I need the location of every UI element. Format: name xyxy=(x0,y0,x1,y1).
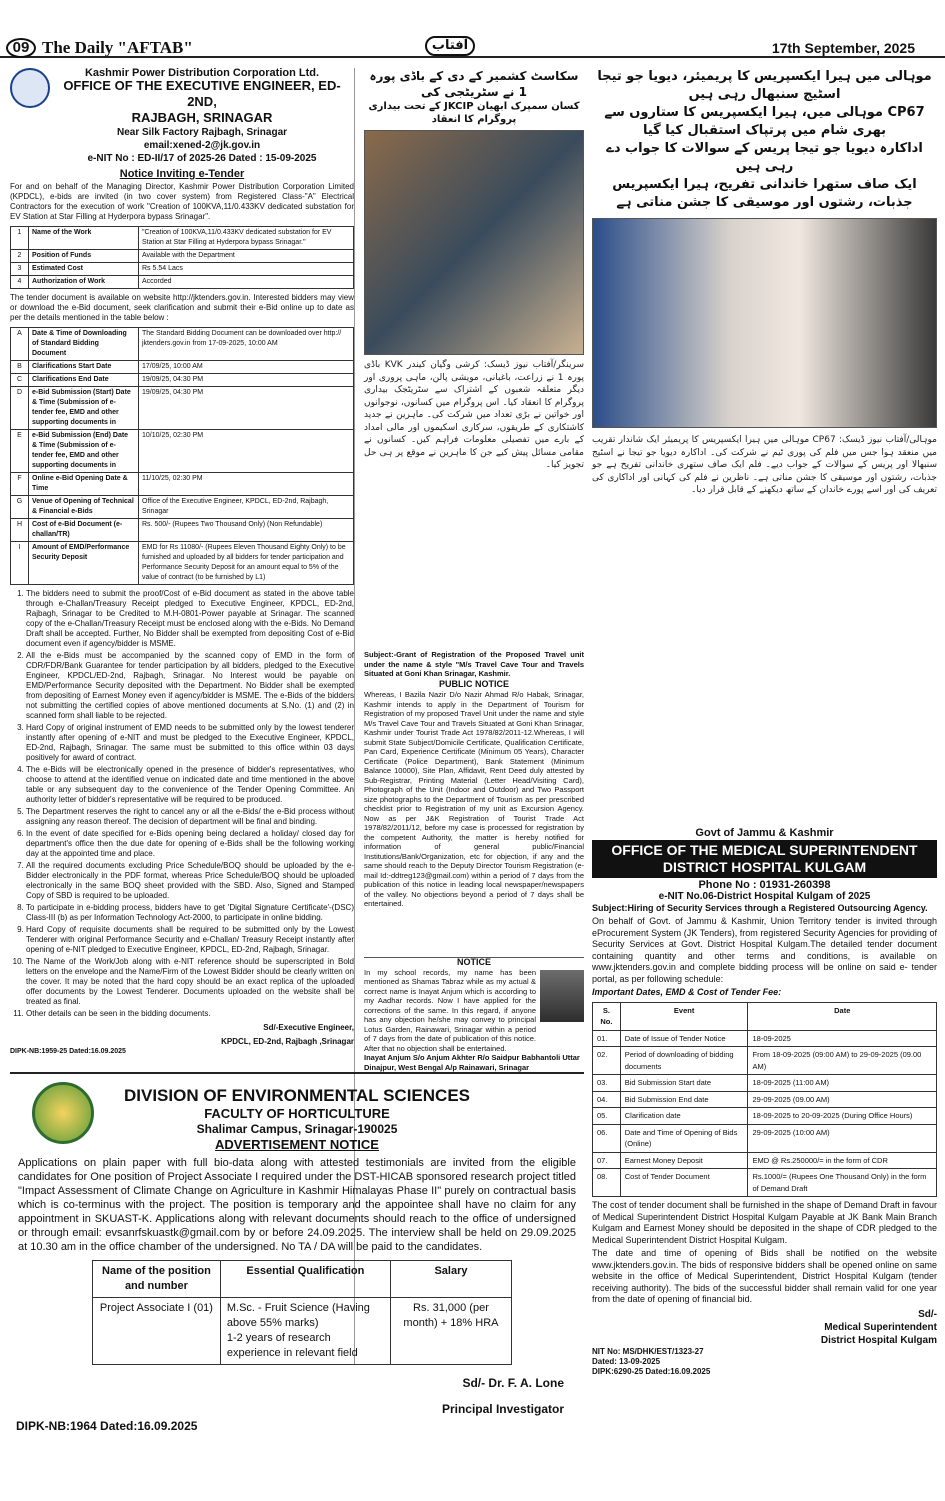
article-subheadline: کسان سمپرک ابھیان JKCIP کے تحت بیداری پروگرام کا انعقاد xyxy=(368,101,580,125)
list-item: 3. Hard Copy of original instrument of EMD needs to be submitted only by the lowest tenderer instantly after opening of e-NIT and must be pledged to the Executive Engineer, KPDCL, ED-2nd, Rajbagh, Srinagar. The same must be submitted to this office within 03 days positively for award of contract. xyxy=(26,723,354,763)
table-cell: 4 xyxy=(11,276,29,289)
list-item: 8. To participate in e-bidding process, bidders have to get 'Digital Signature Certificate'-(DSC) Class-III (b) as per Information Technology Act-2000, to participate in online bidding. xyxy=(26,903,354,923)
table-cell: Amount of EMD/Performance Security Deposit xyxy=(29,542,139,585)
table-cell: e-Bid Submission (Start) Date & Time (Submission of e-tender fee, EMD and other supporting documents in xyxy=(29,387,139,430)
table-cell: Cost of e-Bid Document (e-challan/TR) xyxy=(29,519,139,542)
table-cell: 18-09-2025 xyxy=(748,1030,937,1047)
table-cell: 07. xyxy=(593,1152,621,1169)
table-cell: Rs. 31,000 (per month) + 18% HRA xyxy=(390,1298,511,1365)
kpdcl-intro: For and on behalf of the Managing Director, Kashmir Power Distribution Corporation Limited (KPDCL), e-bids are invited (in two cover system) from Registered Class-"A" Electrical Contractors for the execution of work "Creation of 100KVA,11/0.433KV dedicated substation for EV Station at Star Filling at Hyderpora bypass Srinagar". xyxy=(10,182,354,221)
table-row xyxy=(11,430,354,473)
table-row xyxy=(11,328,354,361)
env-title: DIVISION OF ENVIRONMENTAL SCIENCES xyxy=(123,1086,471,1105)
kpdcl-seal-icon xyxy=(10,68,50,108)
kulgam-subject: Subject:Hiring of Security Services through a Registered Outsourcing Agency. xyxy=(592,902,928,913)
table-cell: 10/10/25, 02:30 PM xyxy=(139,430,354,473)
table-cell: Estimated Cost xyxy=(29,263,139,276)
kulgam-gov: Govt of Jammu & Kashmir xyxy=(695,827,834,839)
kulgam-schedule-table xyxy=(592,1002,937,1198)
kpdcl-dipk: DIPK-NB:1959-25 Dated:16.09.2025 xyxy=(10,1048,126,1055)
table-row xyxy=(593,1152,937,1169)
list-item: 2. All the e-Bids must be accompanied by the scanned copy of EMD in the form of CDR/FDR/Bank Guarantee for tender participation by all bidders, pledged to the Executive Engineer, KPDCL/ED-2nd, Rajbagh, Srinagar. No Interest would be payable on EMD/Performance Security deposited with the Department. No Bidder shall be exempted from depositing of Earnest Money even if agency/bidder is MSME. The e-Bids of the bidders not submitting the certified copies of above mentioned documents at S.No. (1) and (2) in scanned form shall liable to be rejected. xyxy=(26,651,354,721)
kulgam-para1: On behalf of Govt. of Jammu & Kashmir, Union Territory tender is invited through eProcurement System (JK Tenders), from registered Security Agencies for providing of Security Services at Govt. District Hospital Kulgam.The detailed tender document containing quantity and other terms and conditions, is available on www.jktenders.gov.in and complete bidding process will be online on said e- tender portal, as per following schedule: xyxy=(592,916,937,984)
kulgam-para3: The date and time of opening of Bids shall be notified on the website www.jktenders.gov.in. The bids of responsive bidders shall be opened online on same website in the office of Medical Superintendent, District Hospital Kulgam (tender receiving authority). The bids of the successful bidder shall remain valid for one year from the date of opening of financial bid. xyxy=(592,1248,937,1304)
table-cell xyxy=(220,1298,390,1365)
table-cell: EMD for Rs 11080/- (Rupees Eleven Thousand Eighty Only) to be furnished and uploaded by all bidders for tender participation and Performance Security Deposit for an amount equal to 5% of the value of contract (to be furnished by L1) xyxy=(139,542,354,585)
kulgam-important: Important Dates, EMD & Cost of Tender Fee: xyxy=(592,987,782,997)
applicant-photo xyxy=(540,970,584,1022)
table-cell: Date & Time of Downloading of Standard Bidding Document xyxy=(29,328,139,361)
table-cell: G xyxy=(11,496,29,519)
table-cell: Period of downloading of bidding documents xyxy=(620,1047,748,1075)
table-header: Salary xyxy=(390,1261,511,1298)
table-cell: Online e-Bid Opening Date & Time xyxy=(29,473,139,496)
table-cell: 05. xyxy=(593,1108,621,1125)
travel-public-notice xyxy=(364,650,584,955)
notice-name: Inayat Anjum S/o Anjum Akhter R/o Saidpur Babhantoli Uttar Dinajpur, West Bengal A/p Rainawari, Srinagar xyxy=(364,1053,580,1072)
env-body: Applications on plain paper with full bio-data along with attested testimonials are invited from the eligible candidates for One position of Project Associate I required under the DST-HICAB sponsored research project titled "Impact Assessment of Climate Change on Agriculture in Kashmir Himalayas Phase II" purely on contractual basis which is co-terminus with the project. The position is temporary and the appointee shall have no claim for any appointment in SKUAST-K. Applications along with relevant documents should reach to the office of undersigned or through email: evsanrfskuastk@gmail.com by or before 24.09.2025. The interview shall be held on 29.09.2025 at 10.30 am in the office chamber of the undersigned. No TA / DA will be paid to the candidates. xyxy=(18,1157,576,1253)
skuast-emblem-icon xyxy=(32,1082,94,1144)
table-cell: Clarifications End Date xyxy=(29,374,139,387)
qualification-item: M.Sc. - Fruit Science (Having above 55% marks) xyxy=(226,1302,370,1329)
table-row xyxy=(593,1030,937,1047)
urdu-film-article xyxy=(592,68,937,818)
table-cell: From 18-09-2025 (09:00 AM) to 29-09-2025 (09.00 AM) xyxy=(748,1047,937,1075)
table-cell: 01. xyxy=(593,1030,621,1047)
env-signature: Sd/- Dr. F. A. Lone xyxy=(462,1376,564,1390)
table-cell: Name of the Work xyxy=(29,227,139,250)
article-headline: موہالی میں ہیرا ایکسپریس کا پریمیئر، دیویا جو تیجا اسٹیج سنبھال رہی ہیں xyxy=(597,69,932,102)
table-row xyxy=(593,1091,937,1108)
table-row xyxy=(593,1108,937,1125)
table-cell: H xyxy=(11,519,29,542)
list-item: 4. The e-Bids will be electronically opened in the presence of bidder's representatives, who choose to attend at the identified venue on indicated date and time mentioned in the above table or any subsequent day to the convenience of the Tender Opening Committee. An authority letter of bidder's representative will be required to be produced. xyxy=(26,765,354,805)
kulgam-enit: e-NIT No.06-District Hospital Kulgam of 2025 xyxy=(658,891,871,902)
kulgam-dipk: DIPK:6290-25 Dated:16.09.2025 xyxy=(592,1366,711,1376)
table-cell: Rs. 500/- (Rupees Two Thousand Only) (Non Refundable) xyxy=(139,519,354,542)
table-header: Event xyxy=(620,1002,748,1030)
kulgam-sig: Sd/- xyxy=(918,1308,937,1320)
table-cell: 2 xyxy=(11,250,29,263)
table-row xyxy=(11,263,354,276)
table-header: Date xyxy=(748,1002,937,1030)
table-cell: The Standard Bidding Document can be downloaded over http:// jktenders.gov.in from 17-09-2025, 10:00 AM xyxy=(139,328,354,361)
film-premiere-photo xyxy=(592,218,937,428)
table-row xyxy=(11,250,354,263)
table-cell: 3 xyxy=(11,263,29,276)
table-row xyxy=(593,1124,937,1152)
kpdcl-para2: The tender document is available on website http://jktenders.gov.in. Interested bidders may view or download the e-Bid document, seek clarification and submit their e-Bid online up to date as per the details mentioned in the table below : xyxy=(10,293,354,322)
kpdcl-date-table xyxy=(10,327,354,585)
table-row xyxy=(11,276,354,289)
table-cell: 19/09/25, 04:30 PM xyxy=(139,387,354,430)
article-body: موہالی/آفتاب نیوز ڈیسک: CP67 موہالی میں ہیرا ایکسپریس کا پریمیئر ایک شاندار تقریب میں منعقد ہوا جس میں فلم کی پوری ٹیم نے شرکت کی۔ اداکارہ دیویا جو تیجا نے اسٹیج سنبھالا اور پریس کے سوالات کے جواب دیے۔ فلم ایک صاف ستھری خاندانی تفریح ہے جو جذبات، رشتوں اور موسیقی کا جشن مناتی ہے۔ ناظرین نے فلم کی کہانی اور اداکاری کی تعریف کی اور اسے پورے خاندان کے ساتھ دیکھنے کے قابل قرار دیا۔ xyxy=(592,435,937,495)
table-row xyxy=(93,1298,512,1365)
table-cell: Authorization of Work xyxy=(29,276,139,289)
kpdcl-enit: e-NIT No : ED-II/17 of 2025-26 Dated : 15-09-2025 xyxy=(87,153,317,164)
kpdcl-office-location: RAJBAGH, SRINAGAR xyxy=(131,110,273,125)
kulgam-office: OFFICE OF THE MEDICAL SUPERINTENDENT DISTRICT HOSPITAL KULGAM xyxy=(592,840,937,878)
table-cell: 02. xyxy=(593,1047,621,1075)
name-correction-notice xyxy=(364,957,584,1072)
table-cell: Venue of Opening of Technical & Financial e-Bids xyxy=(29,496,139,519)
table-cell: 19/09/25, 04:30 PM xyxy=(139,374,354,387)
list-item: 5. The Department reserves the right to cancel any or all the e-Bids/ the e-Bid process without assigning any reason thereof. The decision of department will be final and binding. xyxy=(26,807,354,827)
table-cell: Clarification date xyxy=(620,1108,748,1125)
table-row xyxy=(593,1075,937,1092)
table-cell: Bid Submission End date xyxy=(620,1091,748,1108)
article-headline: سکاسٹ کشمیر کے دی کے باڈی پورہ 1 نے سٹریٹجی کی xyxy=(369,69,579,99)
table-cell: 18-09-2025 to 20-09-2025 (During Office Hours) xyxy=(748,1108,937,1125)
table-row xyxy=(11,496,354,519)
article-headline-2: CP67 موہالی میں، ہیرا ایکسپریس کا ستاروں سے بھری شام میں پرتپاک استقبال کیا گیا xyxy=(604,105,925,138)
article-headline-3: اداکارہ دیویا جو تیجا پریس کے سوالات کا جواب دے رہی ہیں xyxy=(606,141,923,174)
table-cell: 29-09-2025 (09.00 AM) xyxy=(748,1091,937,1108)
article-body: سرینگر/آفتاب نیوز ڈیسک: کرشی وگیان کیندر KVK باڈی پورہ 1 نے زراعت، باغبانی، مویشی پالن، ماہی پروری اور دیگر متعلقہ شعبوں کے اشتراک سے سٹریٹجک بیداری پروگرام کا انعقاد کیا۔ اس پروگرام میں کسانوں، نوجوانوں اور خواتین نے بڑی تعداد میں شرکت کی۔ ماہرین نے جدید کاشتکاری کے طریقوں، سرکاری اسکیموں اور مالی امداد کے بارے میں تفصیلی معلومات فراہم کیں۔ کسانوں نے مقامی مسائل پیش کیے جن کا ماہرین نے موقع پر ہی حل تجویز کیا۔ xyxy=(364,360,584,470)
table-cell: e-Bid Submission (End) Date & Time (Submission of e-tender fee, EMD and other supporting documents in xyxy=(29,430,139,473)
table-cell: Date and Time of Opening of Bids (Online) xyxy=(620,1124,748,1152)
table-row xyxy=(11,542,354,585)
kpdcl-work-table xyxy=(10,226,354,289)
table-cell: 18-09-2025 (11:00 AM) xyxy=(748,1075,937,1092)
table-cell: Available with the Department xyxy=(139,250,354,263)
table-header: Name of the position and number xyxy=(93,1261,221,1298)
page-number: 09 xyxy=(6,38,36,58)
article-headline-4: ایک صاف ستھرا خاندانی تفریح، ہیرا ایکسپریس جذبات، رشتوں اور موسیقی کا جشن مناتی ہے xyxy=(612,177,917,210)
kpdcl-email: email:xened-2@jk.gov.in xyxy=(143,140,261,151)
kpdcl-title: Notice Inviting e-Tender xyxy=(119,168,245,180)
notice-body: In my school records, my name has been mentioned as Shamas Tabraz while as my actual & correct name is Inayat Anjum which is according to my Aadhar records. Now I have applied for the corrections of the same. In this regard, if anyone has any objection he/she may convey to principal Lotus Garden, Rainawari, Srinagar within a period of 7 days from the date of publication of this notice. After that no objection shall be entertained. xyxy=(364,967,536,1053)
table-cell: D xyxy=(11,387,29,430)
travel-body: Whereas, I Bazila Nazir D/o Nazir Ahmad R/o Habak, Srinagar, Kashmir intends to apply in the Department of Tourism for Registration of my proposed Travel Unit under the name and style M/s Travel Cave Tour and Travels Situated at Goni Khan Srinagar, Kashmir under Tourist Trade Act 1978/82/2011-12.Whereas, I will submit State Subject/Domicile Certificate, Qualification Certificate, Pan Card, Experience Certificate (Minimum 05 Years), Character Certificate (Police Department), Bank Statement (Minimum Balance 10000), Site Plan, Affidavit, Rent Deed duly attested by Sub-Registrar, Printing Material (Letter Head/Visiting Card), Photograph of the Unit (Indoor and Outdoor) and Two Passport size photographs to the Department of Tourism as per prescribed checklist prior to Registration of my unit as Excursion Agency. Now as per J&K Registration of Tourist Trade Act 1978/82/2011/12, before my case is processed for registration by the competent Authority, the matter is hereby notified for information of general public/Financial Institutions/Bank/Organization, etc for objection, if any and the same should reach to the Deputy Director Tourism Registration (e-mail Id:-ddtreg123@gmail.com) within a period of 7 days from the publication of this notice in leading local newspaper/newspapers of the valley. No objections beyond a period of 7 days shall be entertained. xyxy=(364,690,584,908)
table-cell: B xyxy=(11,361,29,374)
table-header: Essential Qualification xyxy=(220,1261,390,1298)
list-item: 11. Other details can be seen in the bidding documents. xyxy=(26,1009,354,1019)
table-cell: 17/09/25, 10:00 AM xyxy=(139,361,354,374)
kpdcl-header xyxy=(50,68,354,165)
env-signature-title: Principal Investigator xyxy=(441,1402,564,1416)
kulgam-phone: Phone No : 01931-260398 xyxy=(698,878,831,891)
list-item: 1. The bidders need to submit the proof/Cost of e-Bid document as stated in the above table through e-Challan/Treasury Receipt pledged to Executive Engineer, KPDCL, ED-2nd, Rajbagh, Srinagar to be Credited to M.H-0801-Power payable at Srinagar. The scanned copy of the e-Challan/Treasury Receipt must be enclosed along with the e-Bids. No Demand Draft shall be accepted. Further, No Bidder shall be exempted from depositing Cost of e-Bid document even if agency/bidder is MSME. xyxy=(26,589,354,649)
list-item: 6. In the event of date specified for e-Bids opening being declared a holiday/ closed day for department's office then the due date for opening of e-Bids shall be the following working day at the appointed time and place. xyxy=(26,829,354,859)
table-row xyxy=(593,1002,937,1030)
table-cell: Clarifications Start Date xyxy=(29,361,139,374)
kpdcl-office: OFFICE OF THE EXECUTIVE ENGINEER, ED-2ND, xyxy=(63,78,341,109)
table-header: S. No. xyxy=(593,1002,621,1030)
table-cell: C xyxy=(11,374,29,387)
table-row xyxy=(11,361,354,374)
table-cell: Accorded xyxy=(139,276,354,289)
table-cell: Project Associate I (01) xyxy=(93,1298,221,1365)
table-cell: 1 xyxy=(11,227,29,250)
table-row xyxy=(93,1261,512,1298)
env-faculty: FACULTY OF HORTICULTURE xyxy=(204,1106,390,1121)
kulgam-para2: The cost of tender document shall be furnished in the shape of Demand Draft in favour of Medical Superintendent District Hospital Kulgam Payable at JK Bank Main Branch Kulgam and Earnest Money should be deposited in the shape of CDR pledged to the Medical Superintendent District Hospital Kulgam. xyxy=(592,1200,937,1245)
table-cell: A xyxy=(11,328,29,361)
table-cell: Position of Funds xyxy=(29,250,139,263)
env-notice-title: ADVERTISEMENT NOTICE xyxy=(215,1137,379,1152)
table-row xyxy=(11,227,354,250)
table-cell: 03. xyxy=(593,1075,621,1092)
paper-name: The Daily "AFTAB" xyxy=(42,38,193,57)
table-cell: 06. xyxy=(593,1124,621,1152)
table-cell: 29-09-2025 (10:00 AM) xyxy=(748,1124,937,1152)
list-item: 9. Hard Copy of requisite documents shall be required to be submitted only by the Lowest Tenderer with original Performance Security and e-Challan/ Treasury Receipt instantly after opening of e-NIT pledged to Executive Engineer, KPDCL, ED-2nd, Rajbagh, Srinagar. xyxy=(26,925,354,955)
notice-title: NOTICE xyxy=(456,957,491,967)
table-cell: "Creation of 100KVA,11/0.433KV dedicated substation for EV Station at Star Filling at Hyderpora bypass Srinagar." xyxy=(139,227,354,250)
table-row xyxy=(593,1047,937,1075)
table-cell: Cost of Tender Document xyxy=(620,1169,748,1197)
env-dipk: DIPK-NB:1964 Dated:16.09.2025 xyxy=(16,1419,198,1433)
table-cell: Rs 5.54 Lacs xyxy=(139,263,354,276)
table-cell: EMD @ Rs.250000/= in the form of CDR xyxy=(748,1152,937,1169)
kpdcl-signature: Sd/-Executive Engineer, xyxy=(263,1023,354,1032)
kpdcl-org: Kashmir Power Distribution Corporation Ltd. xyxy=(84,67,320,79)
paper-logo: آفتاب xyxy=(425,36,475,56)
env-sciences-advert xyxy=(10,1072,584,1497)
table-cell: 08. xyxy=(593,1169,621,1197)
kulgam-dated: Dated: 13-09-2025 xyxy=(592,1356,661,1366)
kvk-event-photo xyxy=(364,130,584,355)
list-item: 7. All the required documents excluding Price Schedule/BOQ should be uploaded by the e-Bidder electronically in the PDF format, whereas Price Schedule/BOQ should be uploaded electronically in the same BOQ sheet provided with the SBD. Also, Signed and Stamped Copy of SBD is required to be uploaded. xyxy=(26,861,354,901)
table-row xyxy=(11,519,354,542)
urdu-kvk-article xyxy=(364,68,584,643)
table-row xyxy=(593,1169,937,1197)
table-cell: E xyxy=(11,430,29,473)
kulgam-nit: NIT No: MS/DHK/EST/1323-27 xyxy=(592,1346,704,1356)
kulgam-tender-notice xyxy=(592,827,937,1376)
env-position-table xyxy=(92,1260,512,1365)
table-cell: Office of the Executive Engineer, KPDCL, ED-2nd, Rajbagh, Srinagar xyxy=(139,496,354,519)
table-row xyxy=(11,473,354,496)
travel-subject: Subject:-Grant of Registration of the Proposed Travel unit under the name & style "M/s Travel Cave Tour and Travels Situated at Goni Khan Srinagar, Kashmir. xyxy=(364,650,584,678)
list-item: 10. The Name of the Work/Job along with e-NIT reference should be superscripted in Bold letters on the envelope and the Name/Firm of the Lowest Bidder should be clearly written on the cover. It may be noted that the hard copy should be an exact replica of the uploaded offer documents by the Lowest Tenderer. Documents uploaded on the website shall be treated as final. xyxy=(26,957,354,1007)
masthead xyxy=(0,0,945,58)
kpdcl-signature-office: KPDCL, ED-2nd, Rajbagh ,Srinagar xyxy=(221,1037,354,1046)
kpdcl-address: Near Silk Factory Rajbagh, Srinagar xyxy=(116,127,288,138)
table-cell: I xyxy=(11,542,29,585)
table-cell: Rs.1000/= (Rupees One Thousand Only) in the form of Demand Draft xyxy=(748,1169,937,1197)
table-cell: F xyxy=(11,473,29,496)
kpdcl-clauses xyxy=(10,589,354,1019)
env-campus: Shalimar Campus, Srinagar-190025 xyxy=(196,1122,398,1136)
issue-date: 17th September, 2025 xyxy=(771,40,915,56)
qualification-item: 1-2 years of research experience in relevant field xyxy=(226,1332,358,1359)
kulgam-sig-office: District Hospital Kulgam xyxy=(820,1334,937,1346)
table-cell: 11/10/25, 02:30 PM xyxy=(139,473,354,496)
table-row xyxy=(11,374,354,387)
travel-title: PUBLIC NOTICE xyxy=(438,678,509,689)
table-cell: Bid Submission Start date xyxy=(620,1075,748,1092)
table-cell: Earnest Money Deposit xyxy=(620,1152,748,1169)
table-row xyxy=(11,387,354,430)
table-cell: 04. xyxy=(593,1091,621,1108)
kulgam-sig-title: Medical Superintendent xyxy=(824,1321,937,1333)
table-cell: Date of Issue of Tender Notice xyxy=(620,1030,748,1047)
